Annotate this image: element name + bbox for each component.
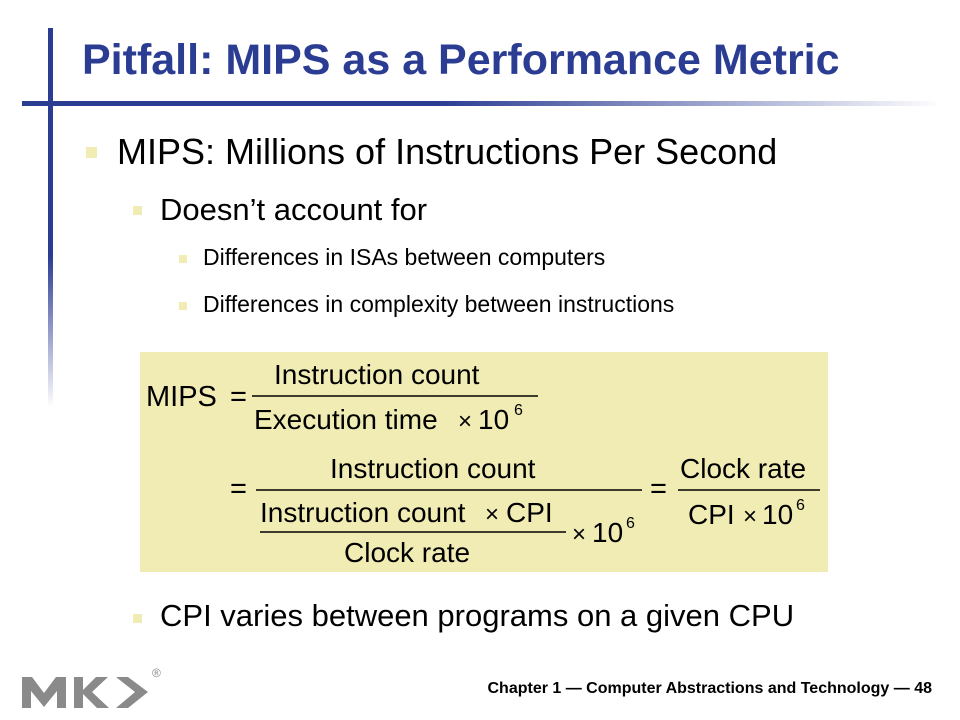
bullet-complexity-differences: Differences in complexity between instructions [203, 291, 675, 317]
formula-times-1: × [458, 408, 473, 435]
bullet-doesnt-account-for: Doesn’t account for [160, 192, 428, 227]
bullet-mips-definition: MIPS: Millions of Instructions Per Second [117, 131, 778, 172]
bullet-marker-level2 [133, 206, 142, 215]
formula-denominator-1: Execution time [254, 404, 438, 435]
bullet-marker-level2 [133, 614, 142, 623]
bullet-marker-level1 [86, 147, 97, 158]
formula-times-2: × [485, 501, 500, 528]
formula-exp-1: 6 [514, 402, 523, 419]
bullet-cpi-varies: CPI varies between programs on a given CPU [160, 598, 795, 633]
formula-times-3: × [572, 521, 587, 548]
formula-numerator-3: Clock rate [680, 453, 807, 484]
publisher-logo-mark [22, 677, 148, 708]
registered-mark: ® [152, 666, 161, 680]
formula-ten-3: 10 [762, 499, 794, 530]
formula-exp-3: 6 [796, 497, 805, 514]
formula-equals-3: = [650, 473, 667, 505]
bullet-isa-differences: Differences in ISAs between computers [203, 244, 606, 270]
formula-cpi-1: CPI [506, 497, 553, 528]
slide-footer: Chapter 1 — Computer Abstractions and Technology — 48 [487, 680, 932, 697]
formula-equals-1: = [230, 381, 247, 413]
formula-times-4: × [743, 503, 758, 530]
formula-inner-denominator: Clock rate [344, 537, 471, 568]
publisher-logo [22, 663, 172, 713]
formula-equals-2: = [230, 473, 247, 505]
title-vertical-rule [48, 28, 53, 408]
formula-ten-2: 10 [592, 517, 624, 548]
formula-lhs-mips: MIPS [146, 381, 217, 413]
title-horizontal-rule [22, 101, 942, 106]
mips-formula-box [140, 352, 828, 572]
formula-cpi-2: CPI [688, 499, 735, 530]
formula-ten-1: 10 [478, 404, 510, 435]
slide-title: Pitfall: MIPS as a Performance Metric [82, 36, 840, 84]
formula-inner-numerator: Instruction count [260, 497, 466, 528]
mips-formula [140, 352, 828, 572]
formula-numerator-1: Instruction count [274, 359, 480, 390]
formula-numerator-2: Instruction count [330, 453, 536, 484]
bullet-marker-level3 [179, 302, 187, 310]
formula-exp-2: 6 [626, 515, 635, 532]
bullet-marker-level3 [179, 255, 187, 263]
